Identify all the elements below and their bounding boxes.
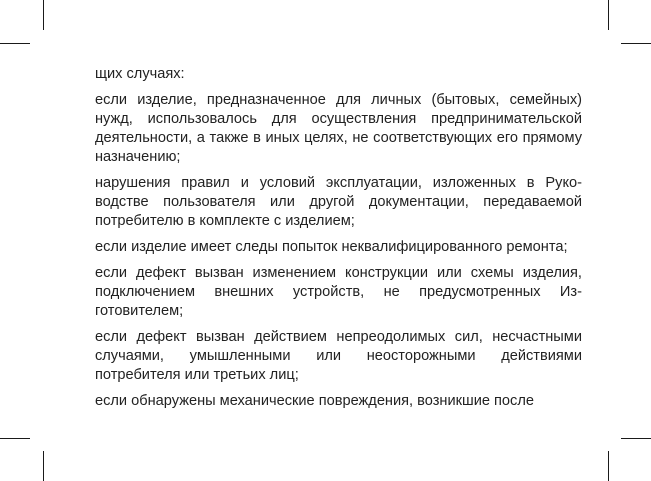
paragraph-design-change: если дефект вызван изменением конструкции или схемы изделия, подключением внешних устройств, не предусмотренных Изготовителем;: [95, 265, 582, 319]
paragraph-mechanical-damage: если обнаружены механические повреждения, возникшие после: [95, 393, 534, 409]
paragraph-force-majeure: если дефект вызван действием непреодолимых сил, несчастными случаями, умышленными или неосторожными действиями потребителя или третьих лиц;: [95, 329, 582, 383]
crop-mark-bottom-right-vertical: [608, 451, 609, 481]
page-body-text: [95, 65, 582, 418]
crop-mark-top-left-vertical: [43, 0, 44, 30]
paragraph-continuation: щих случаях:: [95, 66, 185, 82]
crop-mark-bottom-right-horizontal: [621, 438, 651, 439]
crop-mark-top-right-horizontal: [621, 43, 651, 44]
paragraph-operation-rules: нарушения правил и условий эксплуатации, изложенных в Руководстве пользователя или другой документации, передаваемой потребителю в комплекте с изделием;: [95, 175, 582, 229]
crop-mark-bottom-left-vertical: [43, 451, 44, 481]
crop-mark-top-left-horizontal: [0, 43, 30, 44]
crop-mark-bottom-left-horizontal: [0, 438, 30, 439]
paragraph-unqualified-repair: если изделие имеет следы попыток неквалифицированного ремонта;: [95, 239, 568, 255]
paragraph-business-use: если изделие, предназначенное для личных (бытовых, семейных) нужд, использовалось для осуществления предпринимательской деятельности, а также в иных целях, не соответствующих его прямому назначению;: [95, 92, 582, 165]
crop-mark-top-right-vertical: [608, 0, 609, 30]
